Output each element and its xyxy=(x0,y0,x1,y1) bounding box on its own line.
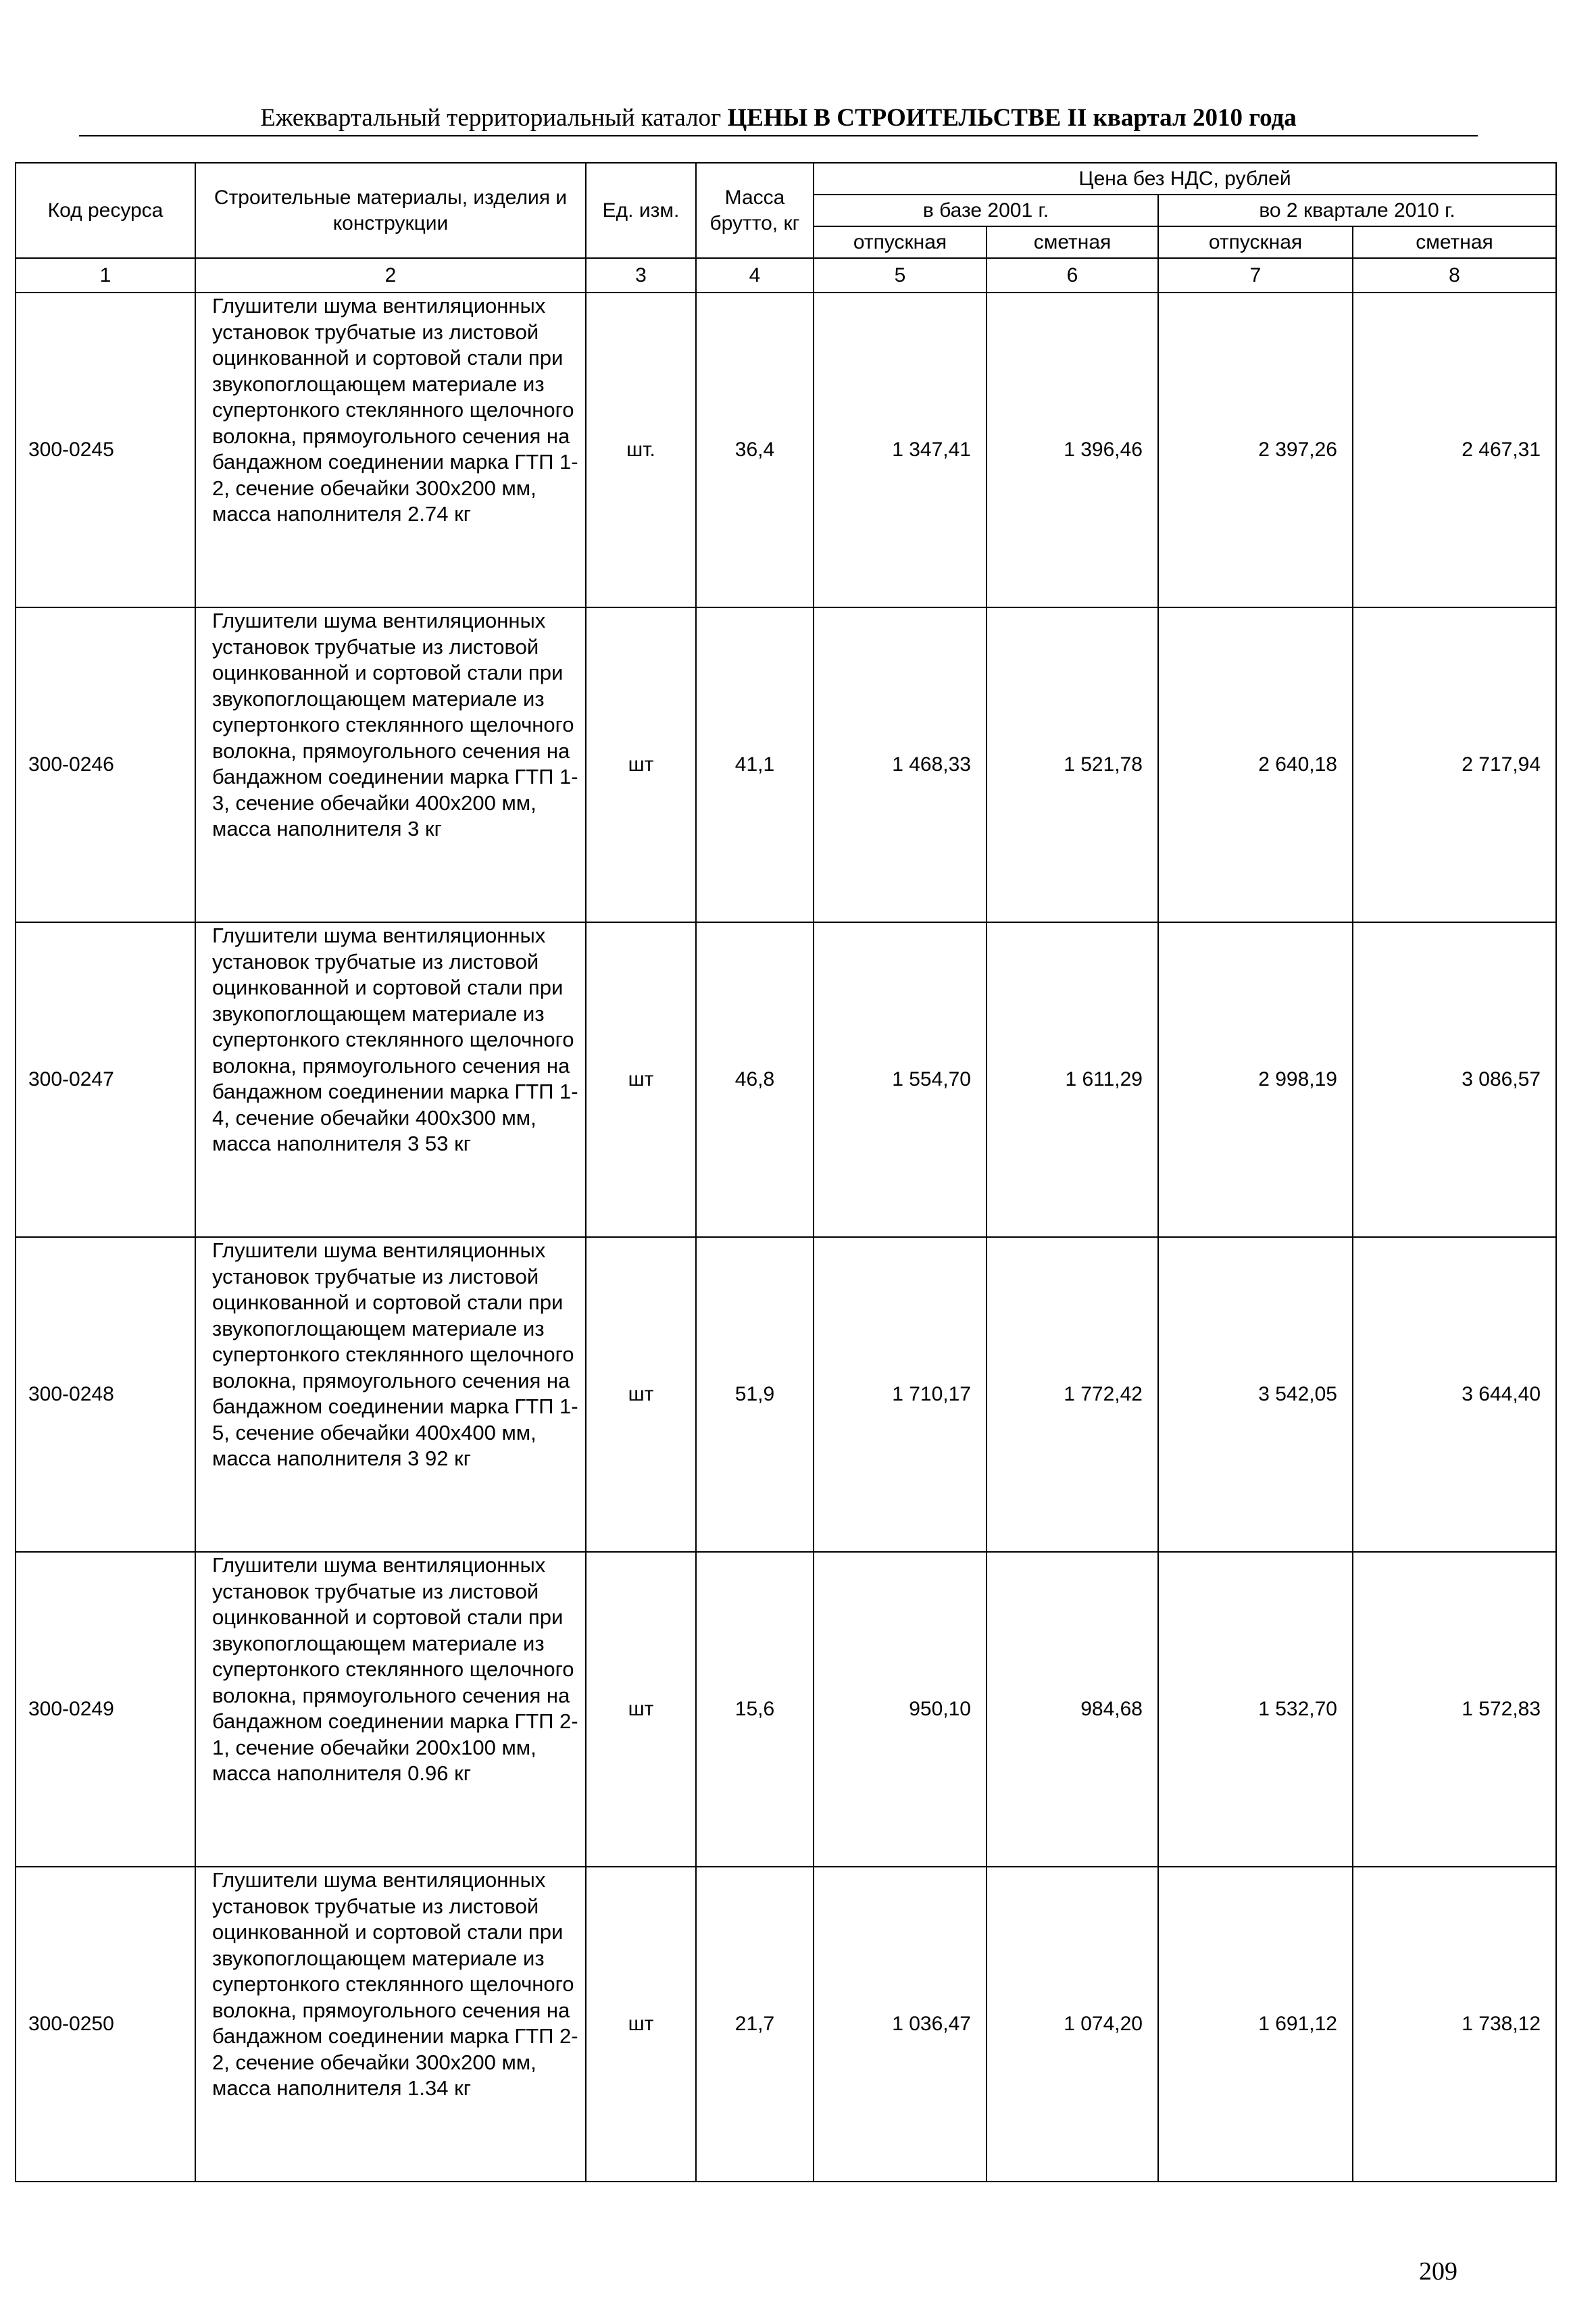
column-number: 3 xyxy=(586,258,696,293)
material-description: Глушители шума вентиляционных установок трубчатые из листовой оцинкованной и сортовой стали при звукопоглощающем материале из супертонкого стеклянного щелочного волокна, прямоугольного сечения на бандажном соединении марка ГТП 1-2, сечение обечайки 300х200 мм, масса наполнителя 2.74 кг xyxy=(195,293,586,607)
base-release-price: 950,10 xyxy=(814,1552,987,1867)
base-estimate-price: 1 074,20 xyxy=(987,1867,1158,2182)
unit-cell: шт xyxy=(586,1867,696,2182)
table-row xyxy=(16,1867,1556,2182)
base-estimate-price: 984,68 xyxy=(987,1552,1158,1867)
resource-code: 300-0246 xyxy=(16,607,195,922)
table-row xyxy=(16,293,1556,607)
unit-cell: шт. xyxy=(586,293,696,607)
mass-cell: 51,9 xyxy=(696,1237,814,1552)
mass-cell: 41,1 xyxy=(696,607,814,922)
column-number-row xyxy=(16,258,1556,293)
header-title: ЦЕНЫ В СТРОИТЕЛЬСТВЕ II квартал 2010 года xyxy=(727,104,1297,132)
header-estimate-price: сметная xyxy=(987,226,1158,258)
header-code: Код ресурса xyxy=(16,163,195,258)
column-number: 4 xyxy=(696,258,814,293)
header-price-group: Цена без НДС, рублей xyxy=(814,163,1556,195)
unit-cell: шт xyxy=(586,922,696,1237)
q2-estimate-price: 1 738,12 xyxy=(1353,1867,1556,2182)
table-row xyxy=(16,607,1556,922)
q2-release-price: 1 691,12 xyxy=(1158,1867,1353,2182)
base-estimate-price: 1 396,46 xyxy=(987,293,1158,607)
column-number: 6 xyxy=(987,258,1158,293)
header-base-2001: в базе 2001 г. xyxy=(814,195,1158,226)
unit-cell: шт xyxy=(586,607,696,922)
mass-cell: 21,7 xyxy=(696,1867,814,2182)
q2-estimate-price: 2 467,31 xyxy=(1353,293,1556,607)
header-estimate-price: сметная xyxy=(1353,226,1556,258)
q2-release-price: 1 532,70 xyxy=(1158,1552,1353,1867)
resource-code: 300-0245 xyxy=(16,293,195,607)
resource-code: 300-0250 xyxy=(16,1867,195,2182)
material-description: Глушители шума вентиляционных установок трубчатые из листовой оцинкованной и сортовой стали при звукопоглощающем материале из супертонкого стеклянного щелочного волокна, прямоугольного сечения на бандажном соединении марка ГТП 1-3, сечение обечайки 400х200 мм, масса наполнителя 3 кг xyxy=(195,607,586,922)
material-description: Глушители шума вентиляционных установок трубчатые из листовой оцинкованной и сортовой стали при звукопоглощающем материале из супертонкого стеклянного щелочного волокна, прямоугольного сечения на бандажном соединении марка ГТП 1-5, сечение обечайки 400х400 мм, масса наполнителя 3 92 кг xyxy=(195,1237,586,1552)
column-number: 7 xyxy=(1158,258,1353,293)
table-row xyxy=(16,1237,1556,1552)
q2-release-price: 2 397,26 xyxy=(1158,293,1353,607)
base-estimate-price: 1 611,29 xyxy=(987,922,1158,1237)
page-number: 209 xyxy=(1419,2257,1457,2286)
header-release-price: отпускная xyxy=(1158,226,1353,258)
table-row xyxy=(16,1552,1556,1867)
q2-estimate-price: 3 086,57 xyxy=(1353,922,1556,1237)
mass-cell: 46,8 xyxy=(696,922,814,1237)
base-release-price: 1 554,70 xyxy=(814,922,987,1237)
q2-release-price: 3 542,05 xyxy=(1158,1237,1353,1552)
q2-release-price: 2 640,18 xyxy=(1158,607,1353,922)
base-release-price: 1 468,33 xyxy=(814,607,987,922)
header-materials: Строительные материалы, изделия и конструкции xyxy=(195,163,586,258)
material-description: Глушители шума вентиляционных установок трубчатые из листовой оцинкованной и сортовой стали при звукопоглощающем материале из супертонкого стеклянного щелочного волокна, прямоугольного сечения на бандажном соединении марка ГТП 2-2, сечение обечайки 300х200 мм, масса наполнителя 1.34 кг xyxy=(195,1867,586,2182)
q2-estimate-price: 1 572,83 xyxy=(1353,1552,1556,1867)
price-table xyxy=(15,162,1557,2182)
q2-estimate-price: 2 717,94 xyxy=(1353,607,1556,922)
base-estimate-price: 1 521,78 xyxy=(987,607,1158,922)
header-mass: Масса брутто, кг xyxy=(696,163,814,258)
resource-code: 300-0247 xyxy=(16,922,195,1237)
column-number: 5 xyxy=(814,258,987,293)
header-release-price: отпускная xyxy=(814,226,987,258)
header-prefix: Ежеквартальный территориальный каталог xyxy=(260,104,722,132)
column-number: 2 xyxy=(195,258,586,293)
material-description: Глушители шума вентиляционных установок трубчатые из листовой оцинкованной и сортовой стали при звукопоглощающем материале из супертонкого стеклянного щелочного волокна, прямоугольного сечения на бандажном соединении марка ГТП 2-1, сечение обечайки 200х100 мм, масса наполнителя 0.96 кг xyxy=(195,1552,586,1867)
base-estimate-price: 1 772,42 xyxy=(987,1237,1158,1552)
q2-estimate-price: 3 644,40 xyxy=(1353,1237,1556,1552)
mass-cell: 36,4 xyxy=(696,293,814,607)
page-header xyxy=(79,101,1478,136)
column-number: 1 xyxy=(16,258,195,293)
resource-code: 300-0248 xyxy=(16,1237,195,1552)
base-release-price: 1 036,47 xyxy=(814,1867,987,2182)
base-release-price: 1 710,17 xyxy=(814,1237,987,1552)
material-description: Глушители шума вентиляционных установок трубчатые из листовой оцинкованной и сортовой стали при звукопоглощающем материале из супертонкого стеклянного щелочного волокна, прямоугольного сечения на бандажном соединении марка ГТП 1-4, сечение обечайки 400х300 мм, масса наполнителя 3 53 кг xyxy=(195,922,586,1237)
unit-cell: шт xyxy=(586,1552,696,1867)
mass-cell: 15,6 xyxy=(696,1552,814,1867)
header-unit: Ед. изм. xyxy=(586,163,696,258)
unit-cell: шт xyxy=(586,1237,696,1552)
table-row xyxy=(16,922,1556,1237)
header-q2-2010: во 2 квартале 2010 г. xyxy=(1158,195,1556,226)
resource-code: 300-0249 xyxy=(16,1552,195,1867)
column-number: 8 xyxy=(1353,258,1556,293)
q2-release-price: 2 998,19 xyxy=(1158,922,1353,1237)
base-release-price: 1 347,41 xyxy=(814,293,987,607)
